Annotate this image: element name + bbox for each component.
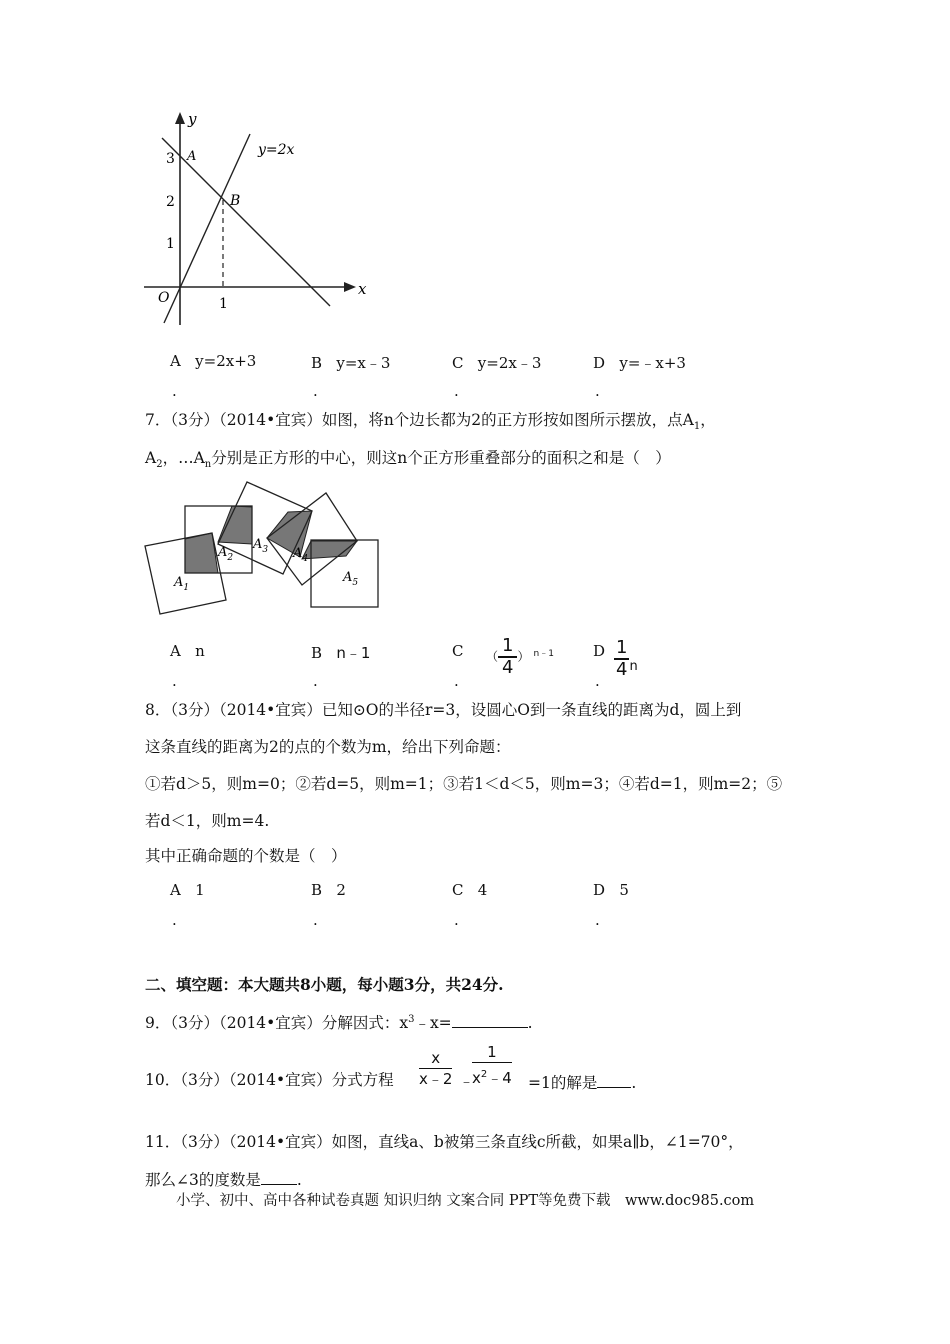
option-dot: . (313, 672, 318, 690)
overlap-2 (218, 506, 252, 544)
q7-option-d-expr: $\frac{1}{4}$ $_n$ (616, 637, 638, 680)
x-axis-label: x (358, 280, 367, 298)
label-a1: $A_1$ (174, 575, 190, 593)
q7-line-2: $A_2$，$\dots A_n$分别是正方形的中心，则这n个正方形重叠部分的面积之和是（ ） (145, 449, 671, 471)
q6-option-b[interactable]: B y=x﹣3 (311, 354, 391, 372)
option-dot: . (172, 911, 177, 929)
q7-option-b[interactable]: B n﹣1 (311, 644, 371, 662)
x-tick-1: 1 (219, 296, 228, 312)
label-a5: $A_5$ (343, 570, 359, 588)
squares-figure (140, 478, 390, 618)
y-tick-2: 2 (166, 194, 175, 210)
option-dot: . (454, 911, 459, 929)
q8-line-1: 8．（3分）（2014•宜宾）已知⊙O的半径r=3，设圆心O到一条直线的距离为d，圆上到 (145, 701, 742, 719)
q10-text: 10．（3分）（2014•宜宾）分式方程 (145, 1071, 394, 1089)
y-axis-arrow (175, 112, 185, 124)
option-dot: . (454, 672, 459, 690)
point-a-label: A (187, 149, 197, 164)
q8-option-b[interactable]: B 2 (311, 881, 346, 899)
answer-blank[interactable] (452, 1013, 528, 1028)
q7-line-1: 7．（3分）（2014•宜宾）如图，将n个边长都为2的正方形按如图所示摆放，点$A_1$， (145, 411, 716, 433)
label-a4: $A_4$ (293, 546, 309, 564)
overlap-3 (267, 511, 312, 557)
q8-option-a[interactable]: A 1 (170, 881, 205, 899)
q11-line-1: 11．（3分）（2014•宜宾）如图，直线a、b被第三条直线c所截，如果a∥b，∠1=70°， (145, 1133, 744, 1151)
y-axis-label: y (188, 110, 197, 128)
q10-fraction-1: x x﹣2 (419, 1049, 453, 1088)
q8-line-4: 若d＜1，则m=4. (145, 812, 270, 830)
q7-option-d[interactable]: D (593, 642, 606, 660)
q6-option-c[interactable]: C y=2x﹣3 (452, 354, 542, 372)
option-dot: . (454, 382, 459, 400)
q7-option-a[interactable]: A n (170, 642, 205, 660)
point-b-label: B (230, 193, 241, 209)
q10-text-2: =1的解是 . (528, 1074, 637, 1092)
option-dot: . (172, 382, 177, 400)
answer-blank[interactable] (261, 1170, 297, 1185)
option-dot: . (172, 672, 177, 690)
page-footer: 小学、初中、高中各种试卷真题 知识归纳 文案合同 PPT等免费下载 www.doc985.com (176, 1193, 755, 1209)
overlap-4 (302, 541, 357, 559)
option-dot: . (595, 911, 600, 929)
q8-line-3: ①若d＞5，则m=0；②若d=5，则m=1；③若1＜d＜5，则m=3；④若d=1，则m=2；⑤ (145, 775, 783, 793)
y-tick-1: 1 (166, 236, 175, 252)
q10-fraction-2: 1 $x^2﹣4$ (472, 1043, 512, 1087)
option-dot: . (595, 672, 600, 690)
option-dot: . (313, 382, 318, 400)
q6-option-a[interactable]: A y=2x+3 (170, 352, 257, 370)
q7-option-c-expr: （ $\frac{1}{4}$ ） $^{n﹣1}$ (486, 635, 554, 678)
q9-line: 9．（3分）（2014•宜宾）分解因式：$x^3﹣x=$ . (145, 1013, 533, 1032)
q8-line-2: 这条直线的距离为2的点的个数为m，给出下列命题： (145, 738, 511, 756)
x-axis-arrow (344, 282, 356, 292)
label-a3: $A_3$ (253, 537, 269, 555)
q6-option-d[interactable]: D y=﹣x+3 (593, 354, 686, 372)
q10-minus: ﹣ (459, 1072, 475, 1090)
coordinate-graph (140, 108, 380, 333)
section-2-heading: 二、填空题：本大题共8小题，每小题3分，共24分. (145, 975, 504, 994)
answer-blank[interactable] (597, 1073, 631, 1088)
origin-label: O (158, 290, 170, 306)
q8-option-c[interactable]: C 4 (452, 881, 488, 899)
q8-line-5: 其中正确命题的个数是（ ） (145, 847, 347, 865)
q8-option-d[interactable]: D 5 (593, 881, 629, 899)
q7-option-c[interactable]: C (452, 642, 464, 660)
option-dot: . (595, 382, 600, 400)
q11-line-2: 那么∠3的度数是 . (145, 1171, 302, 1189)
label-a2: $A_2$ (218, 545, 234, 563)
option-dot: . (313, 911, 318, 929)
y-tick-3: 3 (166, 151, 175, 167)
line-label: y=2x (258, 142, 295, 158)
line-y-2x (164, 134, 250, 323)
